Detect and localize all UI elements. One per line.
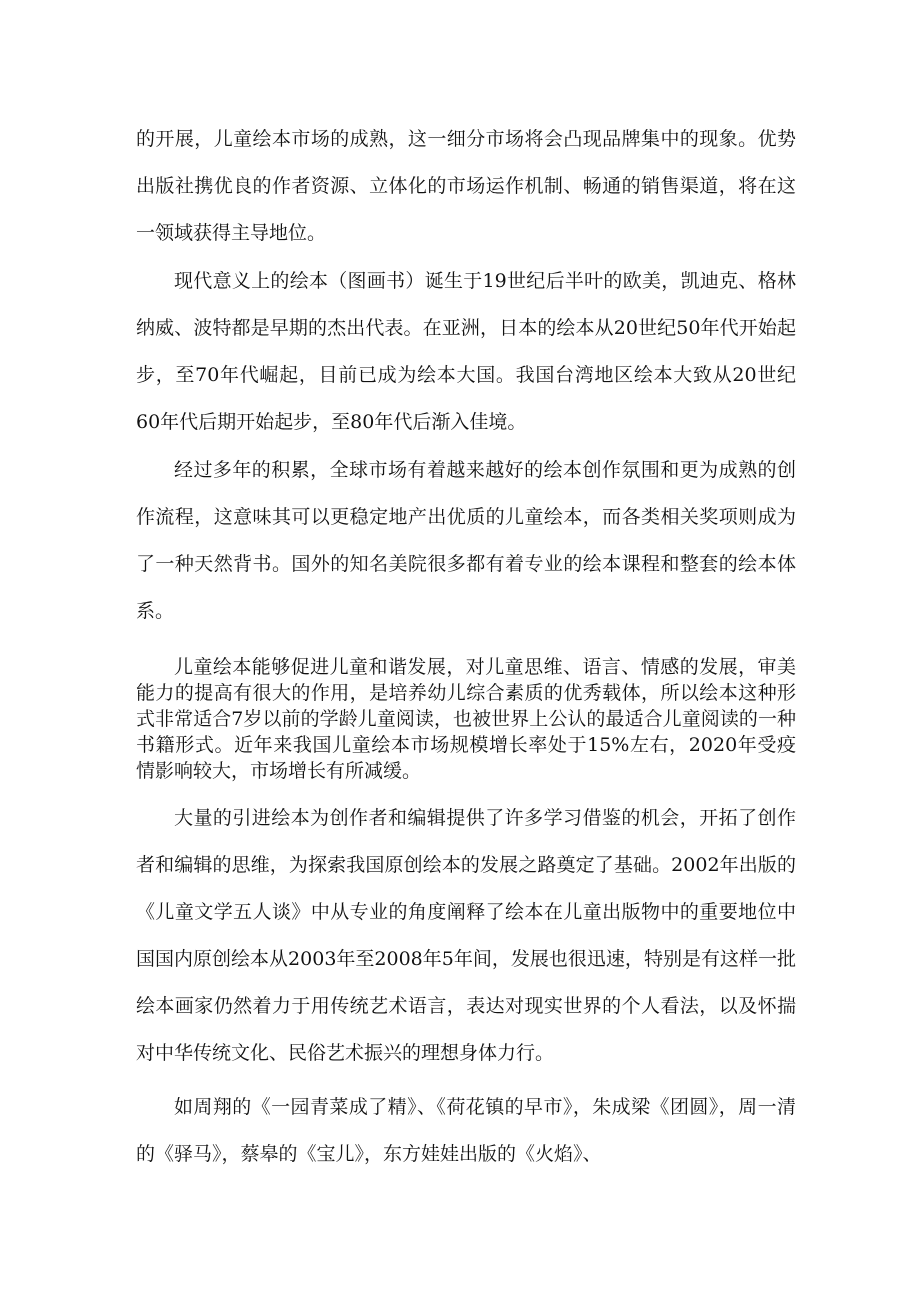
paragraph-child-development: 儿童绘本能够促进儿童和谐发展，对儿童思维、语言、情感的发展，审美能力的提高有很大的作用，是培养幼儿综合素质的优秀载体，所以绘本这种形式非常适合7岁以前的学龄儿童阅读，也被世界上公认的最适合儿童阅读的一种书籍形式。近年来我国儿童绘本市场规模增长率处于15%左右，2020年受疫情影响较大，市场增长有所减缓。 xyxy=(136,656,796,782)
paragraph-picture-book-history: 现代意义上的绘本（图画书）诞生于19世纪后半叶的欧美，凯迪克、格林纳威、波特都是早期的杰出代表。在亚洲，日本的绘本从20世纪50年代开始起步，至70年代崛起，目前已成为绘本大国。我国台湾地区绘本大致从20世纪60年代后期开始起步，至80年代后渐入佳境。 xyxy=(136,270,796,433)
paragraph-market-maturity: 的开展，儿童绘本市场的成熟，这一细分市场将会凸现品牌集中的现象。优势出版社携优良的作者资源、立体化的市场运作机制、畅通的销售渠道，将在这一领域获得主导地位。 xyxy=(136,128,796,244)
paragraph-imported-books: 大量的引进绘本为创作者和编辑提供了许多学习借鉴的机会，开拓了创作者和编辑的思维，为探索我国原创绘本的发展之路奠定了基础。2002年出版的《儿童文学五人谈》中从专业的角度阐释了绘本在儿童出版物中的重要地位中国国内原创绘本从2003年至2008年5年间，发展也很迅速，特别是有这样一批绘本画家仍然着力于用传统艺术语言，表达对现实世界的个人看法，以及怀揣对中华传统文化、民俗艺术振兴的理想身体力行。 xyxy=(136,807,796,1064)
paragraph-global-market: 经过多年的积累，全球市场有着越来越好的绘本创作氛围和更为成熟的创作流程，这意味其可以更稳定地产出优质的儿童绘本，而各类相关奖项则成为了一种天然背书。国外的知名美院很多都有着专业的绘本课程和整套的绘本体系。 xyxy=(136,459,796,622)
paragraph-examples: 如周翔的《一园青菜成了精》、《荷花镇的早市》，朱成梁《团圆》，周一清的《驿马》，蔡皋的《宝儿》，东方娃娃出版的《火焰》、 xyxy=(136,1096,796,1165)
